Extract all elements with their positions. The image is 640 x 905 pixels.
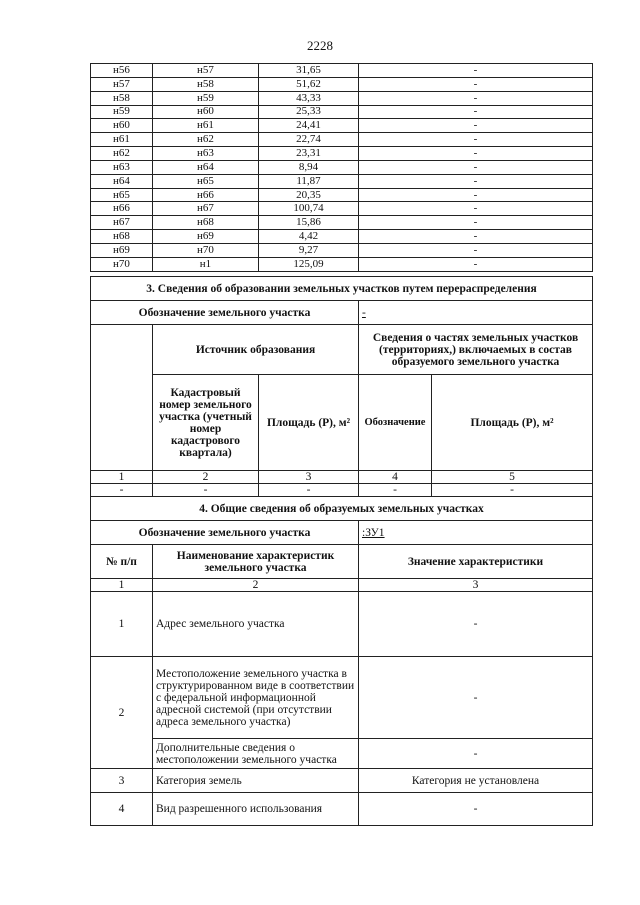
- section4-row-num: 1: [91, 592, 153, 657]
- boundary-segment-row: [91, 202, 593, 216]
- section4-row-value: -: [359, 657, 593, 739]
- segment-from-point: н67: [91, 216, 153, 230]
- section4-num-cell: 1: [91, 579, 153, 592]
- segment-to-point: н69: [153, 230, 259, 244]
- segment-from-point: н64: [91, 174, 153, 188]
- segment-note: -: [359, 147, 593, 161]
- segment-to-point: н65: [153, 174, 259, 188]
- boundary-segment-row: [91, 160, 593, 174]
- segment-note: -: [359, 133, 593, 147]
- segment-to-point: н61: [153, 119, 259, 133]
- section3-parts-header: Сведения о частях земельных участков (территориях,) включаемых в состав образуемого земельного участка: [359, 325, 593, 375]
- section4-col-value: Значение характеристики: [359, 545, 593, 579]
- segment-note: -: [359, 257, 593, 271]
- section4-num-cell: 3: [359, 579, 593, 592]
- segment-length: 20,35: [259, 188, 359, 202]
- boundary-segment-row: [91, 174, 593, 188]
- section4-parcel-value: :ЗУ1: [359, 521, 593, 545]
- section3-col-designation: Обозначение: [359, 375, 432, 471]
- segment-from-point: н63: [91, 160, 153, 174]
- segment-from-point: н58: [91, 91, 153, 105]
- section3-num-cell: 1: [91, 471, 153, 484]
- section3-col-area2: Площадь (Р), м²: [432, 375, 593, 471]
- section3-num-cell: 2: [153, 471, 259, 484]
- segment-length: 22,74: [259, 133, 359, 147]
- segment-length: 15,86: [259, 216, 359, 230]
- section3-data-cell: -: [259, 484, 359, 497]
- segment-note: -: [359, 77, 593, 91]
- section4-row-name: Категория земель: [153, 769, 359, 793]
- section4-title: 4. Общие сведения об образуемых земельных участках: [91, 497, 593, 521]
- segment-to-point: н63: [153, 147, 259, 161]
- segment-note: -: [359, 216, 593, 230]
- section3-col-area: Площадь (Р), м²: [259, 375, 359, 471]
- segment-note: -: [359, 188, 593, 202]
- segment-to-point: н66: [153, 188, 259, 202]
- segment-from-point: н69: [91, 243, 153, 257]
- section3-data-cell: -: [91, 484, 153, 497]
- segment-length: 25,33: [259, 105, 359, 119]
- segment-to-point: н59: [153, 91, 259, 105]
- section4-num-cell: 2: [153, 579, 359, 592]
- section4-row-num: 3: [91, 769, 153, 793]
- section4-row-value: Категория не установлена: [359, 769, 593, 793]
- segment-to-point: н58: [153, 77, 259, 91]
- segment-note: -: [359, 174, 593, 188]
- segment-length: 125,09: [259, 257, 359, 271]
- segment-length: 51,62: [259, 77, 359, 91]
- section3-data-cell: -: [153, 484, 259, 497]
- section4-row-value: -: [359, 793, 593, 826]
- segment-note: -: [359, 160, 593, 174]
- section3-num-cell: 5: [432, 471, 593, 484]
- segment-length: 24,41: [259, 119, 359, 133]
- section4-row-name: Местоположение земельного участка в структурированном виде в соответствии с федеральной информационной адресной системой (при отсутствии адреса земельного участка): [153, 657, 359, 739]
- boundary-segment-row: [91, 133, 593, 147]
- section4-row-num: 4: [91, 793, 153, 826]
- segment-note: -: [359, 105, 593, 119]
- segment-to-point: н60: [153, 105, 259, 119]
- segment-to-point: н67: [153, 202, 259, 216]
- section4-col-num: № п/п: [91, 545, 153, 579]
- segment-note: -: [359, 119, 593, 133]
- segment-from-point: н66: [91, 202, 153, 216]
- segment-note: -: [359, 91, 593, 105]
- boundary-segment-row: [91, 77, 593, 91]
- section4-row-name: Адрес земельного участка: [153, 592, 359, 657]
- section4-parcel-label: Обозначение земельного участка: [91, 521, 359, 545]
- segment-from-point: н59: [91, 105, 153, 119]
- section4-row-num: 2: [91, 657, 153, 769]
- section3-col-cadastral: Кадастровый номер земельного участка (учетный номер кадастрового квартала): [153, 375, 259, 471]
- section4-row-name: Дополнительные сведения о местоположении земельного участка: [153, 739, 359, 769]
- segment-to-point: н57: [153, 64, 259, 78]
- boundary-segments-table: [90, 63, 593, 272]
- section4-table: [90, 496, 593, 826]
- section3-data-cell: -: [432, 484, 593, 497]
- section3-table: [90, 276, 593, 497]
- section3-title: 3. Сведения об образовании земельных участков путем перераспределения: [91, 277, 593, 301]
- boundary-segment-row: [91, 64, 593, 78]
- segment-from-point: н60: [91, 119, 153, 133]
- segment-length: 31,65: [259, 64, 359, 78]
- section4-row-name: Вид разрешенного использования: [153, 793, 359, 826]
- section4-row-value: -: [359, 592, 593, 657]
- section4-col-name: Наименование характеристик земельного участка: [153, 545, 359, 579]
- section3-num-cell: 3: [259, 471, 359, 484]
- segment-length: 23,31: [259, 147, 359, 161]
- segment-to-point: н64: [153, 160, 259, 174]
- segment-note: -: [359, 202, 593, 216]
- segment-length: 8,94: [259, 160, 359, 174]
- segment-length: 43,33: [259, 91, 359, 105]
- boundary-segment-row: [91, 119, 593, 133]
- boundary-segment-row: [91, 216, 593, 230]
- segment-length: 4,42: [259, 230, 359, 244]
- segment-from-point: н56: [91, 64, 153, 78]
- segment-length: 100,74: [259, 202, 359, 216]
- section3-parcel-label: Обозначение земельного участка: [91, 301, 359, 325]
- section3-source-header: Источник образования: [153, 325, 359, 375]
- boundary-segment-row: [91, 230, 593, 244]
- segment-from-point: н70: [91, 257, 153, 271]
- section3-num-cell: 4: [359, 471, 432, 484]
- boundary-segment-row: [91, 257, 593, 271]
- segment-from-point: н68: [91, 230, 153, 244]
- segment-to-point: н62: [153, 133, 259, 147]
- segment-to-point: н1: [153, 257, 259, 271]
- boundary-segment-row: [91, 188, 593, 202]
- section3-empty-cell: [91, 325, 153, 471]
- segment-from-point: н62: [91, 147, 153, 161]
- segment-from-point: н61: [91, 133, 153, 147]
- segment-note: -: [359, 64, 593, 78]
- page-number: 2228: [307, 38, 333, 53]
- boundary-segment-row: [91, 91, 593, 105]
- section3-data-cell: -: [359, 484, 432, 497]
- segment-note: -: [359, 243, 593, 257]
- segment-to-point: н70: [153, 243, 259, 257]
- segment-length: 9,27: [259, 243, 359, 257]
- segment-length: 11,87: [259, 174, 359, 188]
- segment-to-point: н68: [153, 216, 259, 230]
- segment-from-point: н65: [91, 188, 153, 202]
- segment-note: -: [359, 230, 593, 244]
- boundary-segment-row: [91, 243, 593, 257]
- boundary-segment-row: [91, 147, 593, 161]
- section4-row-value: -: [359, 739, 593, 769]
- section3-parcel-value: -: [359, 301, 593, 325]
- segment-from-point: н57: [91, 77, 153, 91]
- boundary-segment-row: [91, 105, 593, 119]
